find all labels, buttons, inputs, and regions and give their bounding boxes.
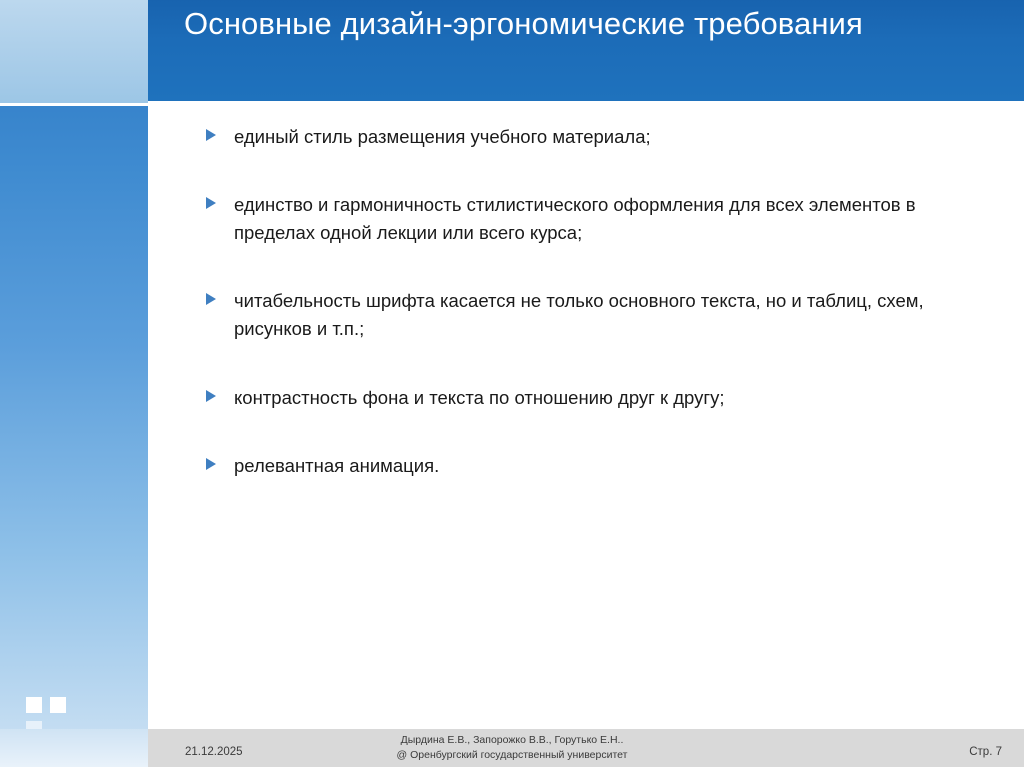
decorative-square-1 bbox=[26, 697, 42, 713]
list-item-text: единство и гармоничность стилистического оформления для всех элементов в пределах одной лекции или всего курса; bbox=[234, 194, 916, 244]
list-item bbox=[200, 191, 1000, 247]
triangle-right-icon bbox=[204, 292, 218, 306]
bullet-list bbox=[200, 123, 1000, 520]
list-item bbox=[200, 287, 1000, 343]
left-decorative-band bbox=[0, 0, 148, 767]
footer-credit-authors: Дырдина Е.В., Запорожко В.В., Горутько Е.Н.. bbox=[400, 734, 624, 747]
triangle-right-icon bbox=[204, 196, 218, 210]
triangle-right-icon bbox=[204, 457, 218, 471]
list-item-text: единый стиль размещения учебного материала; bbox=[234, 126, 651, 147]
triangle-right-icon bbox=[204, 128, 218, 142]
title-bar bbox=[148, 0, 1024, 101]
list-item bbox=[200, 384, 1000, 412]
triangle-right-icon bbox=[204, 389, 218, 403]
slide-title: Основные дизайн-эргономические требования bbox=[184, 6, 863, 41]
footer-credits bbox=[0, 733, 1024, 763]
list-item bbox=[200, 452, 1000, 480]
footer-credit-university: @ Оренбургский государственный университет bbox=[396, 749, 628, 762]
left-band-top-block bbox=[0, 0, 148, 104]
footer-date: 21.12.2025 bbox=[185, 746, 243, 758]
list-item bbox=[200, 123, 1000, 151]
list-item-text: релевантная анимация. bbox=[234, 454, 440, 476]
slide-content bbox=[148, 105, 1024, 725]
left-band-divider bbox=[0, 103, 148, 106]
list-item-text: читабельность шрифта касается не только основного текста, но и таблиц, схем, рисунков и т.п.; bbox=[234, 290, 924, 340]
slide-footer bbox=[0, 729, 1024, 767]
footer-page-number: Стр. 7 bbox=[969, 746, 1002, 758]
decorative-square-2 bbox=[50, 697, 66, 713]
list-item-text: контрастность фона и текста по отношению друг к другу; bbox=[234, 386, 725, 408]
